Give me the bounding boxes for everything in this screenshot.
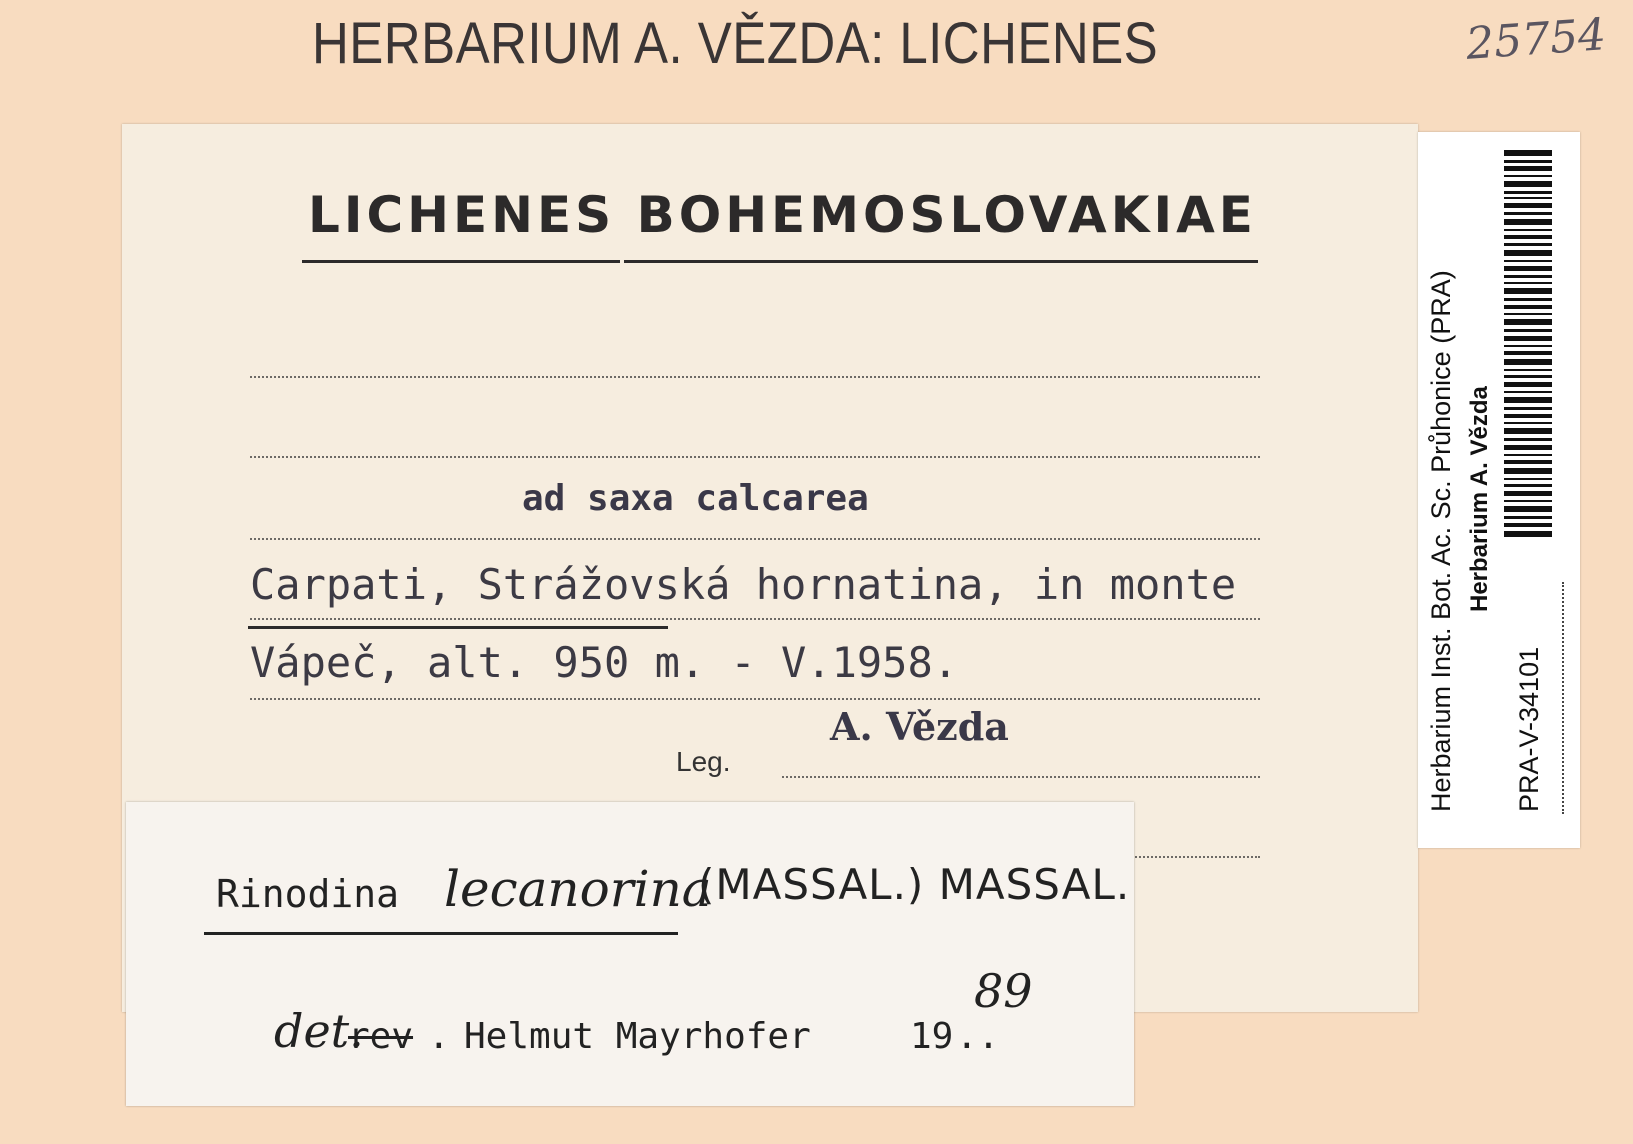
specimen-id-dots [1562,582,1564,814]
barcode-label [1418,132,1580,848]
dotted-line [250,538,1260,540]
species-author: (MASSAL.) MASSAL. [698,860,1131,909]
det-separator: . [428,1016,450,1057]
title-rule-right [624,260,1258,263]
main-title [308,186,1257,244]
determiner-name: Helmut Mayrhofer [464,1016,811,1057]
det-year-dots: .. [956,1016,1000,1057]
herbarium-text: Herbarium A. Vězda [1466,386,1493,612]
collector-name: A. Vězda [830,704,1009,749]
habitat-text: ad saxa calcarea [522,478,869,519]
species-genus: Rinodina [216,872,400,916]
rev-word-struck: rev [348,1016,414,1057]
dotted-line [250,376,1260,378]
dotted-line [1112,856,1260,858]
dotted-line [250,618,1260,620]
accession-number: 25754 [1464,9,1608,70]
locality-line-2: Vápeč, alt. 950 m. - V.1958. [250,638,959,687]
herbarium-stamp: HERBARIUM A. VĚZDA: LICHENES [312,11,1159,76]
title-word-2: BOHEMOSLOVAKIAE [636,186,1257,244]
dotted-line [250,698,1260,700]
title-word-1: LICHENES [308,186,616,244]
dotted-line [250,456,1260,458]
barcode-icon [1504,150,1552,540]
det-year-handwritten: 89 [974,964,1033,1018]
species-underline [204,932,678,935]
dotted-line [782,776,1260,778]
det-word: det. [274,1004,364,1058]
leg-label: Leg. [676,746,731,777]
specimen-id: PRA-V-34101 [1514,646,1544,812]
locality-line-1: Carpati, Strážovská hornatina, in monte [250,560,1237,609]
determination-label [126,802,1134,1106]
species-epithet: lecanorina [444,860,712,918]
det-year-prefix: 19 [910,1016,954,1057]
locality-underline [248,626,668,629]
institution-text: Herbarium Inst. Bot. Ac. Sc. Průhonice (PRA) [1426,270,1456,812]
title-rule-left [302,260,620,263]
